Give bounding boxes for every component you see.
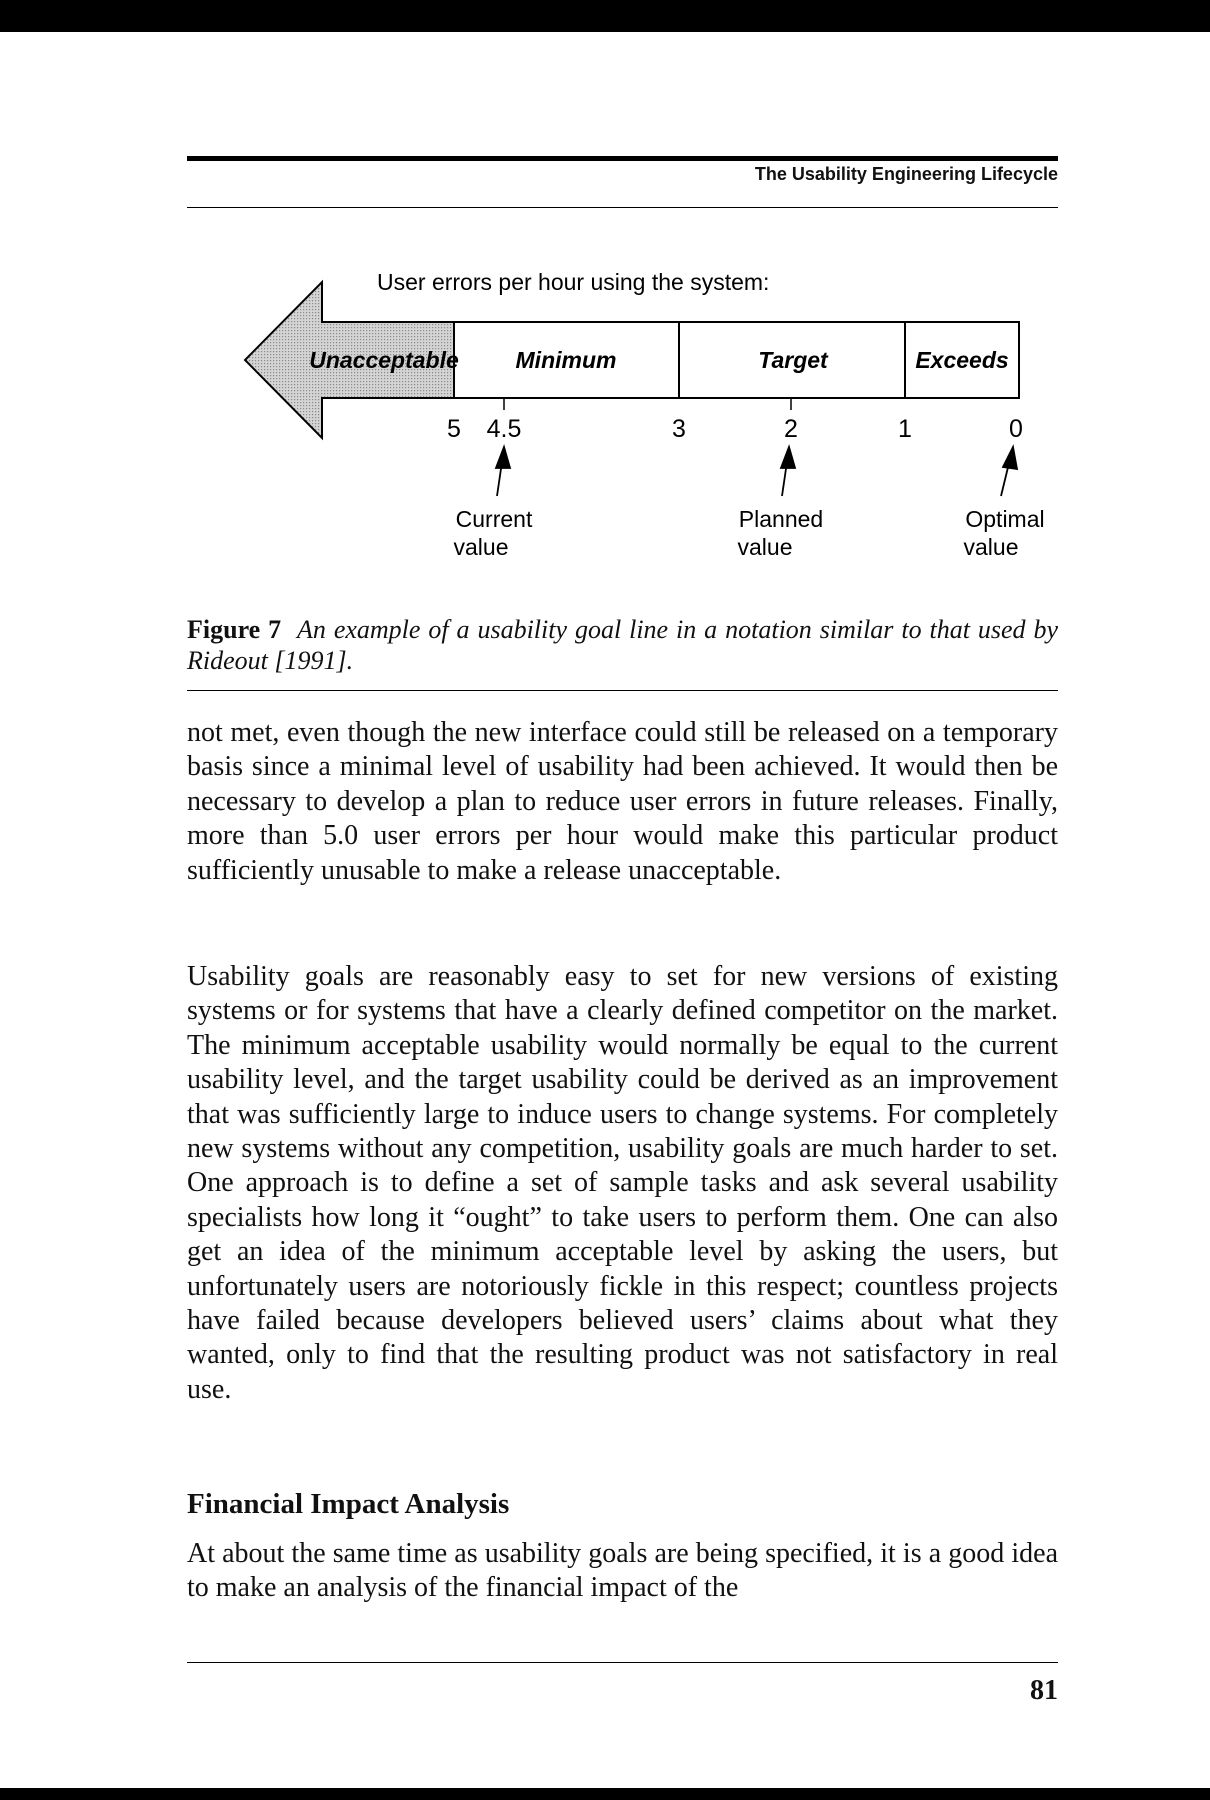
region-label-target: Target [758,347,828,373]
body-paragraph-1: not met, even though the new interface could still be released on a temporary basis since a minimal level of usability had been achieved. It would then be necessary to develop a plan to reduce user errors in future releases. Finally, more than 5.0 user errors per hour would make this particular product sufficiently unusable to make a release unacceptable. [187,717,1058,886]
section-heading: Financial Impact Analysis [187,1488,510,1520]
figure-title: User errors per hour using the system: [377,269,770,295]
body-paragraph-3: At about the same time as usability goals are being specified, it is a good idea to make an analysis of the financial impact of the [187,1538,1058,1604]
figure-caption [187,614,1058,676]
planned-label-line1: Planned [738,506,824,532]
scale-value: 2 [784,415,798,443]
scale-value: 1 [898,415,912,443]
usability-goal-line-figure [0,0,1210,600]
region-label-exceeds: Exceeds [915,347,1009,373]
scale-value: 3 [672,415,686,443]
current-label-line2: value [453,534,509,560]
planned-arrow-head [781,447,795,468]
optimal-label-line1: Optimal [965,506,1045,532]
planned-label-line2: value [737,534,793,560]
scale-value: 5 [447,415,461,443]
figure-caption-text: An example of a usability goal line in a notation similar to that used by Rideout [1991]. [187,615,1059,675]
optimal-label-line2: value [963,534,1019,560]
region-label-unacceptable: Unacceptable [309,347,459,373]
scale-value: 0 [1009,415,1023,443]
region-label-minimum: Minimum [515,347,617,373]
body-paragraph-2: Usability goals are reasonably easy to set for new versions of existing systems or for systems that have a clearly defined competitor on the market. The minimum acceptable usability would normally be equal to the current usability level, and the target usability could be derived as an improvement that was sufficiently large to induce users to change systems. For completely new systems without any competition, usability goals are much harder to set. One approach is to define a set of sample tasks and ask several usability specialists how long it “ought” to take users to perform them. One can also get an idea of the minimum acceptable level by asking the users, but unfortunately users are notoriously fickle in this respect; countless projects have failed because developers believed users’ claims about what they wanted, only to find that the resulting product was not satisfactory in real use. [187,961,1058,1405]
current-label-line1: Current [455,506,533,532]
bottom-border [0,1788,1210,1800]
page-number: 81 [1030,1675,1058,1706]
running-head: The Usability Engineering Lifecycle [754,164,1058,184]
footer-rule [187,1662,1058,1663]
optimal-arrow-head [1003,447,1017,469]
current-arrow-head [496,447,510,468]
caption-rule [187,690,1058,691]
figure-caption-label: Figure 7 [187,615,282,644]
scale-value: 4.5 [486,415,522,443]
